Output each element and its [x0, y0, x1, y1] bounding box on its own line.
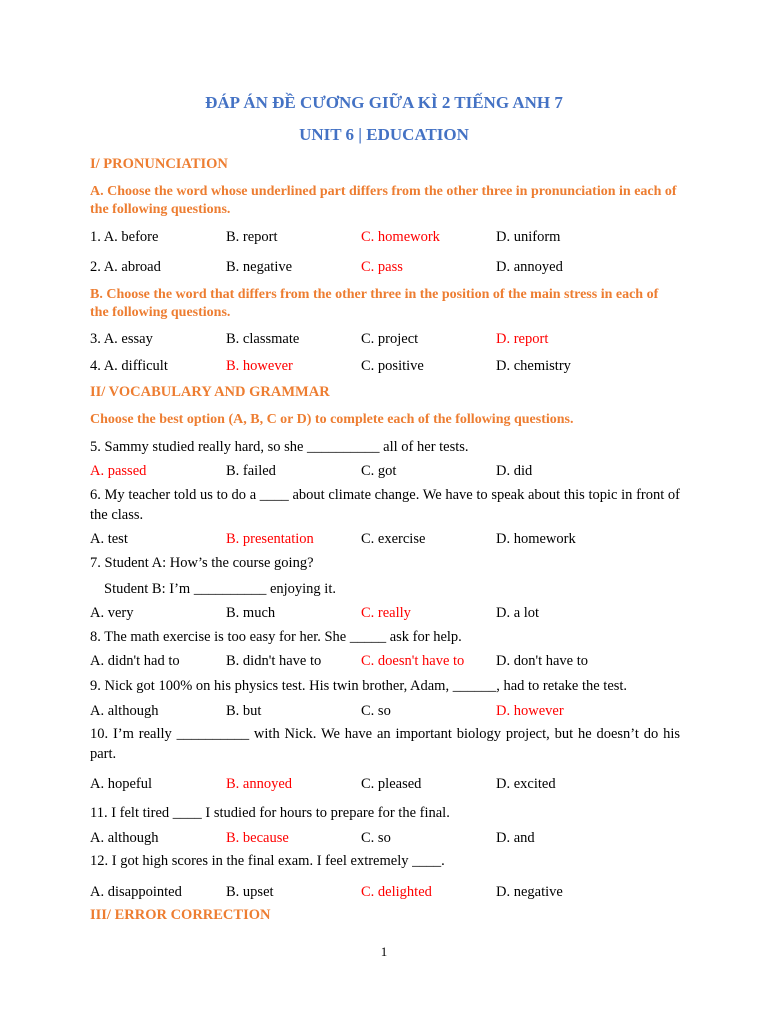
option-c: C. delighted: [361, 884, 432, 900]
question-options: [90, 651, 690, 671]
option-d: D. chemistry: [496, 358, 571, 374]
option-b: B. negative: [226, 259, 293, 275]
option-d: D. and: [496, 830, 535, 846]
option-d: D. negative: [496, 884, 563, 900]
option-b: B. classmate: [226, 331, 300, 347]
option-a: 1. A. before: [90, 229, 159, 245]
option-c: C. so: [361, 703, 391, 719]
option-b: B. failed: [226, 463, 276, 479]
page-number: 1: [380, 944, 388, 959]
option-b: B. annoyed: [226, 776, 293, 792]
option-a: A. hopeful: [90, 776, 153, 792]
option-c: C. doesn't have to: [361, 653, 465, 669]
question-stem: 8. The math exercise is too easy for her. She _____ ask for help.: [90, 629, 462, 645]
page-subtitle: UNIT 6 | EDUCATION: [299, 125, 469, 144]
question-options: [90, 774, 690, 794]
question-stem: 5. Sammy studied really hard, so she __________ all of her tests.: [90, 439, 469, 455]
page-title: ĐÁP ÁN ĐỀ CƯƠNG GIỮA KÌ 2 TIẾNG ANH 7: [205, 93, 563, 112]
question-stem: 6. My teacher told us to do a ____ about climate change. We have to speak about this topic in front of the class.: [90, 487, 680, 523]
option-c: C. got: [361, 463, 397, 479]
instruction-part-a: A. Choose the word whose underlined part differs from the other three in pronunciation in each of the following questions.: [90, 184, 677, 217]
option-d: D. excited: [496, 776, 556, 792]
option-c: C. positive: [361, 358, 424, 374]
question-options: [90, 701, 690, 721]
question-options: [90, 257, 690, 277]
option-d: D. homework: [496, 531, 576, 547]
instruction-part-b: B. Choose the word that differs from the other three in the position of the main stress in each of the following questions.: [90, 287, 659, 320]
option-a: A. disappointed: [90, 884, 182, 900]
option-c: C. exercise: [361, 531, 426, 547]
question-options: [90, 329, 690, 349]
instruction-vocabulary: Choose the best option (A, B, C or D) to complete each of the following questions.: [90, 412, 574, 427]
option-b: B. much: [226, 605, 276, 621]
section-heading-error-correction: III/ ERROR CORRECTION: [90, 907, 271, 923]
question-stem-line-2: Student B: I’m __________ enjoying it.: [104, 581, 336, 597]
option-a: A. very: [90, 605, 134, 621]
option-b: B. didn't have to: [226, 653, 322, 669]
question-options: [90, 356, 690, 376]
option-d: D. uniform: [496, 229, 561, 245]
option-b: B. but: [226, 703, 262, 719]
option-c: C. pass: [361, 259, 403, 275]
question-options: [90, 603, 690, 623]
question-options: [90, 227, 690, 247]
question-stem: 10. I’m really __________ with Nick. We have an important biology project, but he doesn’t do his part.: [90, 726, 680, 762]
question-stem: 7. Student A: How’s the course going?: [90, 555, 314, 571]
question-stem: 11. I felt tired ____ I studied for hours to prepare for the final.: [90, 805, 450, 821]
question-options: [90, 461, 690, 481]
option-b: B. because: [226, 830, 289, 846]
option-d: D. did: [496, 463, 533, 479]
option-c: C. project: [361, 331, 419, 347]
option-b: B. presentation: [226, 531, 314, 547]
option-a: A. although: [90, 703, 159, 719]
option-b: B. report: [226, 229, 278, 245]
option-a: 3. A. essay: [90, 331, 153, 347]
option-d: D. don't have to: [496, 653, 589, 669]
option-a: 2. A. abroad: [90, 259, 161, 275]
option-c: C. pleased: [361, 776, 422, 792]
option-c: C. really: [361, 605, 411, 621]
question-options: [90, 529, 690, 549]
question-options: [90, 828, 690, 848]
option-d: D. a lot: [496, 605, 540, 621]
option-d: D. annoyed: [496, 259, 563, 275]
option-b: B. upset: [226, 884, 274, 900]
option-a: A. although: [90, 830, 159, 846]
question-stem: 12. I got high scores in the final exam. I feel extremely ____.: [90, 853, 445, 869]
option-b: B. however: [226, 358, 293, 374]
option-a: A. didn't had to: [90, 653, 180, 669]
option-a: 4. A. difficult: [90, 358, 168, 374]
section-heading-vocabulary: II/ VOCABULARY AND GRAMMAR: [90, 384, 330, 400]
option-d: D. report: [496, 331, 549, 347]
option-a: A. passed: [90, 463, 147, 479]
option-c: C. so: [361, 830, 391, 846]
option-d: D. however: [496, 703, 564, 719]
section-heading-pronunciation: I/ PRONUNCIATION: [90, 156, 228, 172]
option-a: A. test: [90, 531, 128, 547]
question-stem: 9. Nick got 100% on his physics test. His twin brother, Adam, ______, had to retake the test.: [90, 678, 628, 694]
option-c: C. homework: [361, 229, 440, 245]
question-options: [90, 882, 690, 902]
